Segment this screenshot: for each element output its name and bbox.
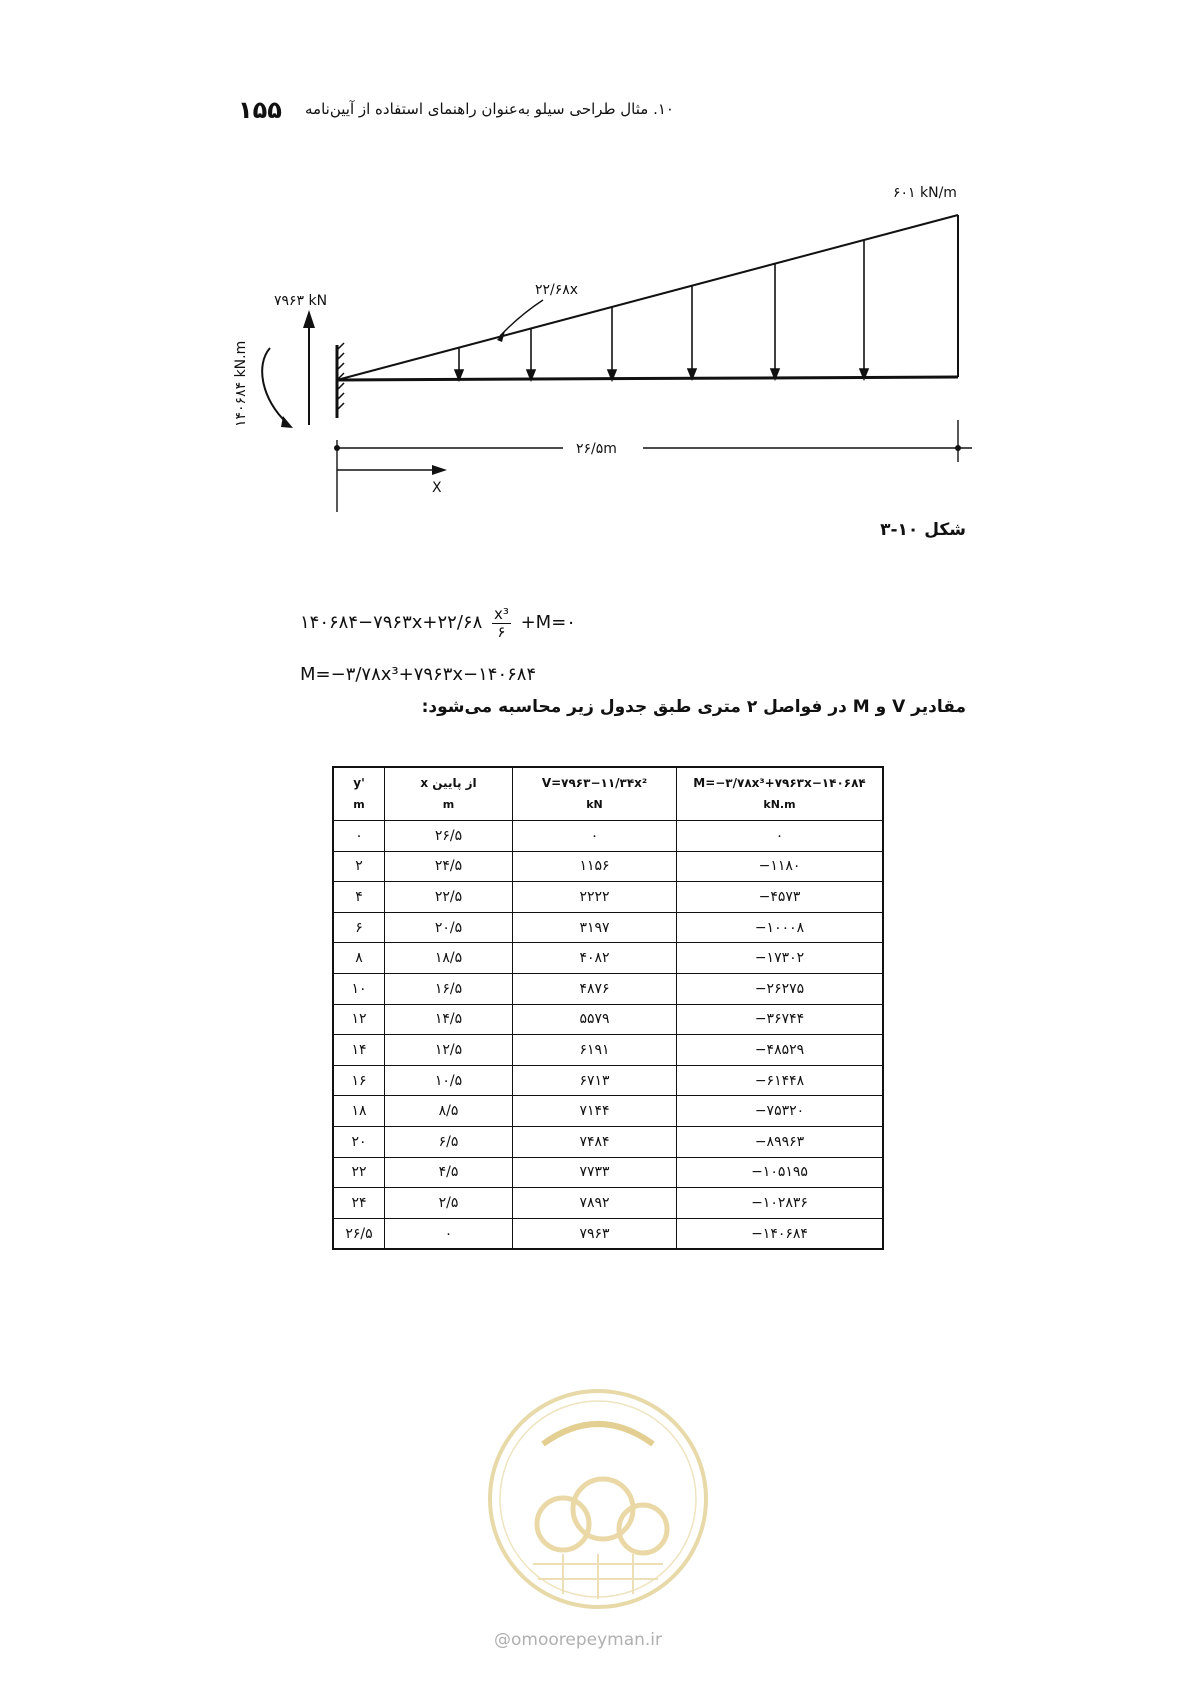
equation-1-left: ۱۴۰۶۸۴−۷۹۶۳x+۲۲/۶۸ <box>300 612 483 633</box>
cell-y: ۴ <box>333 882 385 913</box>
cell-m: −۱۱۸۰ <box>677 851 884 882</box>
header-x: x از پایین m <box>385 767 513 821</box>
cell-y: ۲۶/۵ <box>333 1218 385 1249</box>
cell-x: ۸/۵ <box>385 1096 513 1127</box>
cell-y: ۱۰ <box>333 973 385 1004</box>
cell-m: −۱۰۰۰۸ <box>677 912 884 943</box>
cell-m: −۸۹۹۶۳ <box>677 1126 884 1157</box>
cell-y: ۶ <box>333 912 385 943</box>
moment-label: ۱۴۰۶۸۴ kN.m <box>233 340 249 427</box>
x-axis-label: X <box>432 480 442 496</box>
cell-x: ۲۰/۵ <box>385 912 513 943</box>
cell-v: ۷۷۳۳ <box>513 1157 677 1188</box>
cell-v: ۷۸۹۲ <box>513 1188 677 1219</box>
cell-v: ۱۱۵۶ <box>513 851 677 882</box>
cell-x: ۱۰/۵ <box>385 1065 513 1096</box>
table-row <box>333 882 883 913</box>
span-label: ۲۶/۵m <box>576 441 617 457</box>
table-row <box>333 1004 883 1035</box>
cell-m: ۰ <box>677 821 884 852</box>
cell-y: ۱۲ <box>333 1004 385 1035</box>
table-header-row <box>333 767 883 821</box>
cell-v: ۷۴۸۴ <box>513 1126 677 1157</box>
table-body <box>333 821 883 1250</box>
table-row <box>333 943 883 974</box>
cell-y: ۲۴ <box>333 1188 385 1219</box>
cell-m: −۳۶۷۴۴ <box>677 1004 884 1035</box>
cell-x: ۰ <box>385 1218 513 1249</box>
cell-y: ۲ <box>333 851 385 882</box>
load-envelope <box>337 215 958 380</box>
load-arrows <box>455 240 868 380</box>
table-row <box>333 912 883 943</box>
figure-caption: شکل ۱۰-۳ <box>880 520 966 540</box>
cell-x: ۲۴/۵ <box>385 851 513 882</box>
cell-y: ۱۶ <box>333 1065 385 1096</box>
table-row <box>333 1065 883 1096</box>
cell-x: ۱۴/۵ <box>385 1004 513 1035</box>
cell-v: ۶۱۹۱ <box>513 1035 677 1066</box>
cell-v: ۰ <box>513 821 677 852</box>
vm-table <box>332 766 884 1250</box>
header-v: V=۷۹۶۳−۱۱/۳۴x² kN <box>513 767 677 821</box>
table-row <box>333 1096 883 1127</box>
equation-1-fraction <box>492 606 511 640</box>
fraction-denominator: ۶ <box>497 622 506 641</box>
cell-m: −۷۵۳۲۰ <box>677 1096 884 1127</box>
cell-x: ۲/۵ <box>385 1188 513 1219</box>
cell-v: ۴۰۸۲ <box>513 943 677 974</box>
equation-1-right: +M=۰ <box>520 612 576 633</box>
cell-x: ۱۶/۵ <box>385 973 513 1004</box>
cell-x: ۲۶/۵ <box>385 821 513 852</box>
cell-v: ۳۱۹۷ <box>513 912 677 943</box>
table-row <box>333 973 883 1004</box>
cell-y: ۲۲ <box>333 1157 385 1188</box>
beam-figure <box>0 0 1191 560</box>
cell-v: ۶۷۱۳ <box>513 1065 677 1096</box>
table-row <box>333 821 883 852</box>
table-row <box>333 851 883 882</box>
running-header: ۱۰. مثال طراحی سیلو به‌عنوان راهنمای استفاده از آیین‌نامه <box>305 100 674 118</box>
equation-2: M=−۳/۷۸x³+۷۹۶۳x−۱۴۰۶۸۴ <box>300 664 537 685</box>
watermark-site: @omoorepeyman.ir <box>494 1630 663 1650</box>
cell-v: ۲۲۲۲ <box>513 882 677 913</box>
cell-x: ۴/۵ <box>385 1157 513 1188</box>
cell-x: ۱۲/۵ <box>385 1035 513 1066</box>
cell-y: ۱۴ <box>333 1035 385 1066</box>
cell-y: ۸ <box>333 943 385 974</box>
reaction-label: ۷۹۶۳ kN <box>274 293 328 309</box>
table-row <box>333 1188 883 1219</box>
fraction-numerator: x³ <box>493 605 509 623</box>
cell-m: −۴۸۵۲۹ <box>677 1035 884 1066</box>
cell-v: ۷۹۶۳ <box>513 1218 677 1249</box>
load-max-label: ۶۰۱ kN/m <box>893 185 957 201</box>
cell-m: −۱۴۰۶۸۴ <box>677 1218 884 1249</box>
load-expr-label: ۲۲/۶۸x <box>535 282 579 298</box>
cell-m: −۶۱۴۴۸ <box>677 1065 884 1096</box>
intro-text: مقادیر V و M در فواصل ۲ متری طبق جدول زیر محاسبه می‌شود: <box>421 697 966 717</box>
cell-x: ۶/۵ <box>385 1126 513 1157</box>
table-row <box>333 1126 883 1157</box>
table-row <box>333 1218 883 1249</box>
cell-y: ۱۸ <box>333 1096 385 1127</box>
cell-x: ۱۸/۵ <box>385 943 513 974</box>
moment-arc <box>262 348 287 423</box>
table-row <box>333 1035 883 1066</box>
equation-1 <box>300 606 576 640</box>
table-row <box>333 1157 883 1188</box>
watermark-logo <box>483 1384 713 1614</box>
cell-v: ۵۵۷۹ <box>513 1004 677 1035</box>
cell-m: −۴۵۷۳ <box>677 882 884 913</box>
cell-y: ۰ <box>333 821 385 852</box>
cell-v: ۷۱۴۴ <box>513 1096 677 1127</box>
header-y: y' m <box>333 767 385 821</box>
header-m: M=−۳/۷۸x³+۷۹۶۳x−۱۴۰۶۸۴ kN.m <box>677 767 884 821</box>
cell-m: −۱۷۳۰۲ <box>677 943 884 974</box>
cell-y: ۲۰ <box>333 1126 385 1157</box>
page-number: ۱۵۵ <box>238 96 282 124</box>
cell-x: ۲۲/۵ <box>385 882 513 913</box>
cell-m: −۲۶۲۷۵ <box>677 973 884 1004</box>
cell-m: −۱۰۲۸۳۶ <box>677 1188 884 1219</box>
cell-v: ۴۸۷۶ <box>513 973 677 1004</box>
cell-m: −۱۰۵۱۹۵ <box>677 1157 884 1188</box>
